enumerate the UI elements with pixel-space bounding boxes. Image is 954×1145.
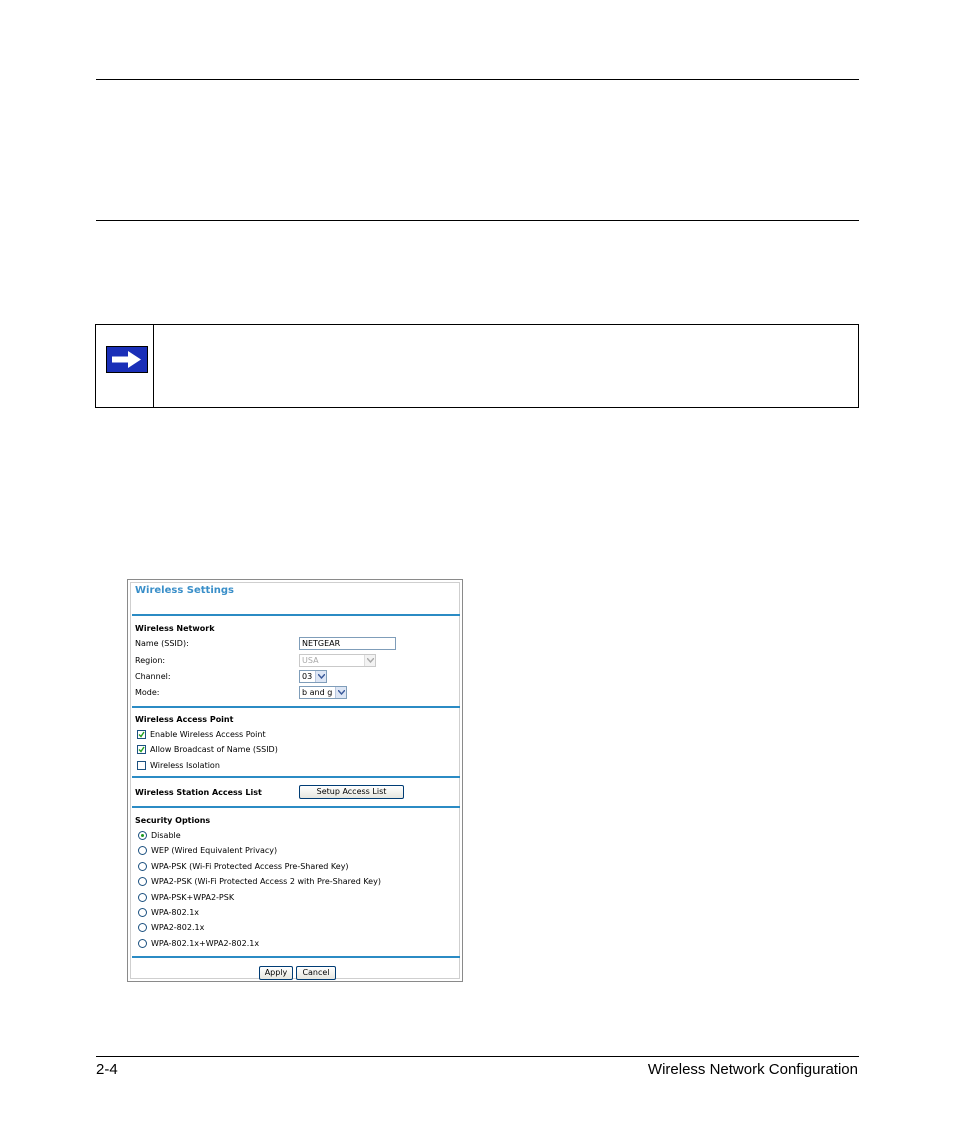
header-rule-top <box>96 79 859 80</box>
access-point-heading: Wireless Access Point <box>135 715 234 724</box>
security-option-radio[interactable] <box>138 893 147 902</box>
enable-ap-checkbox[interactable] <box>137 730 146 739</box>
ssid-input[interactable]: NETGEAR <box>299 637 396 650</box>
mode-select[interactable] <box>299 686 347 699</box>
security-option-label: Disable <box>151 831 181 840</box>
chevron-down-icon <box>335 687 346 698</box>
security-option-label: WPA-PSK+WPA2-PSK <box>151 893 235 902</box>
security-option-radio[interactable] <box>138 862 147 871</box>
checkmark-icon <box>138 731 145 738</box>
chevron-down-icon <box>364 655 375 666</box>
security-option-label: WPA2-802.1x <box>151 923 205 932</box>
station-access-list-label: Wireless Station Access List <box>135 788 262 797</box>
footer-rule <box>96 1056 859 1057</box>
channel-label: Channel: <box>135 672 171 681</box>
wireless-settings-title: Wireless Settings <box>135 585 234 596</box>
security-options-heading: Security Options <box>135 816 211 825</box>
security-option-label: WPA-802.1x <box>151 908 200 917</box>
enable-ap-label: Enable Wireless Access Point <box>150 730 266 739</box>
security-option-radio[interactable] <box>138 846 147 855</box>
region-label: Region: <box>135 656 166 665</box>
security-option-radio[interactable] <box>138 831 147 840</box>
section-separator <box>132 776 460 778</box>
checkmark-icon <box>138 746 145 753</box>
security-option-label: WPA-802.1x+WPA2-802.1x <box>151 939 260 948</box>
cancel-button[interactable]: Cancel <box>296 966 336 980</box>
security-option-label: WPA2-PSK (Wi-Fi Protected Access 2 with Pre-Shared Key) <box>151 877 381 886</box>
channel-select[interactable] <box>299 670 327 683</box>
broadcast-ssid-checkbox[interactable] <box>137 745 146 754</box>
section-separator <box>132 614 460 616</box>
mode-label: Mode: <box>135 688 160 697</box>
chevron-down-icon <box>315 671 326 682</box>
region-select[interactable] <box>299 654 376 667</box>
broadcast-ssid-label: Allow Broadcast of Name (SSID) <box>150 745 278 754</box>
section-separator <box>132 956 460 958</box>
security-option-radio[interactable] <box>138 877 147 886</box>
wireless-settings-screenshot <box>127 579 463 982</box>
section-separator <box>132 706 460 708</box>
arrow-right-icon <box>106 346 148 373</box>
security-option-radio[interactable] <box>138 908 147 917</box>
section-separator <box>132 806 460 808</box>
apply-button[interactable]: Apply <box>259 966 293 980</box>
region-value: USA <box>302 656 319 665</box>
header-rule-bottom <box>96 220 859 221</box>
security-option-label: WEP (Wired Equivalent Privacy) <box>151 846 278 855</box>
ssid-label: Name (SSID): <box>135 639 189 648</box>
setup-access-list-button[interactable]: Setup Access List <box>299 785 404 799</box>
note-box <box>95 324 859 408</box>
wireless-network-heading: Wireless Network <box>135 624 215 633</box>
footer-section-title: Wireless Network Configuration <box>647 1061 858 1078</box>
security-option-radio[interactable] <box>138 939 147 948</box>
mode-value: b and g <box>302 688 333 697</box>
channel-value: 03 <box>302 672 313 681</box>
isolation-checkbox[interactable] <box>137 761 146 770</box>
note-divider <box>153 325 154 407</box>
page-number: 2-4 <box>96 1061 118 1078</box>
security-option-label: WPA-PSK (Wi-Fi Protected Access Pre-Shared Key) <box>151 862 349 871</box>
security-option-radio[interactable] <box>138 923 147 932</box>
isolation-label: Wireless Isolation <box>150 761 220 770</box>
radio-selected-dot <box>141 834 144 837</box>
